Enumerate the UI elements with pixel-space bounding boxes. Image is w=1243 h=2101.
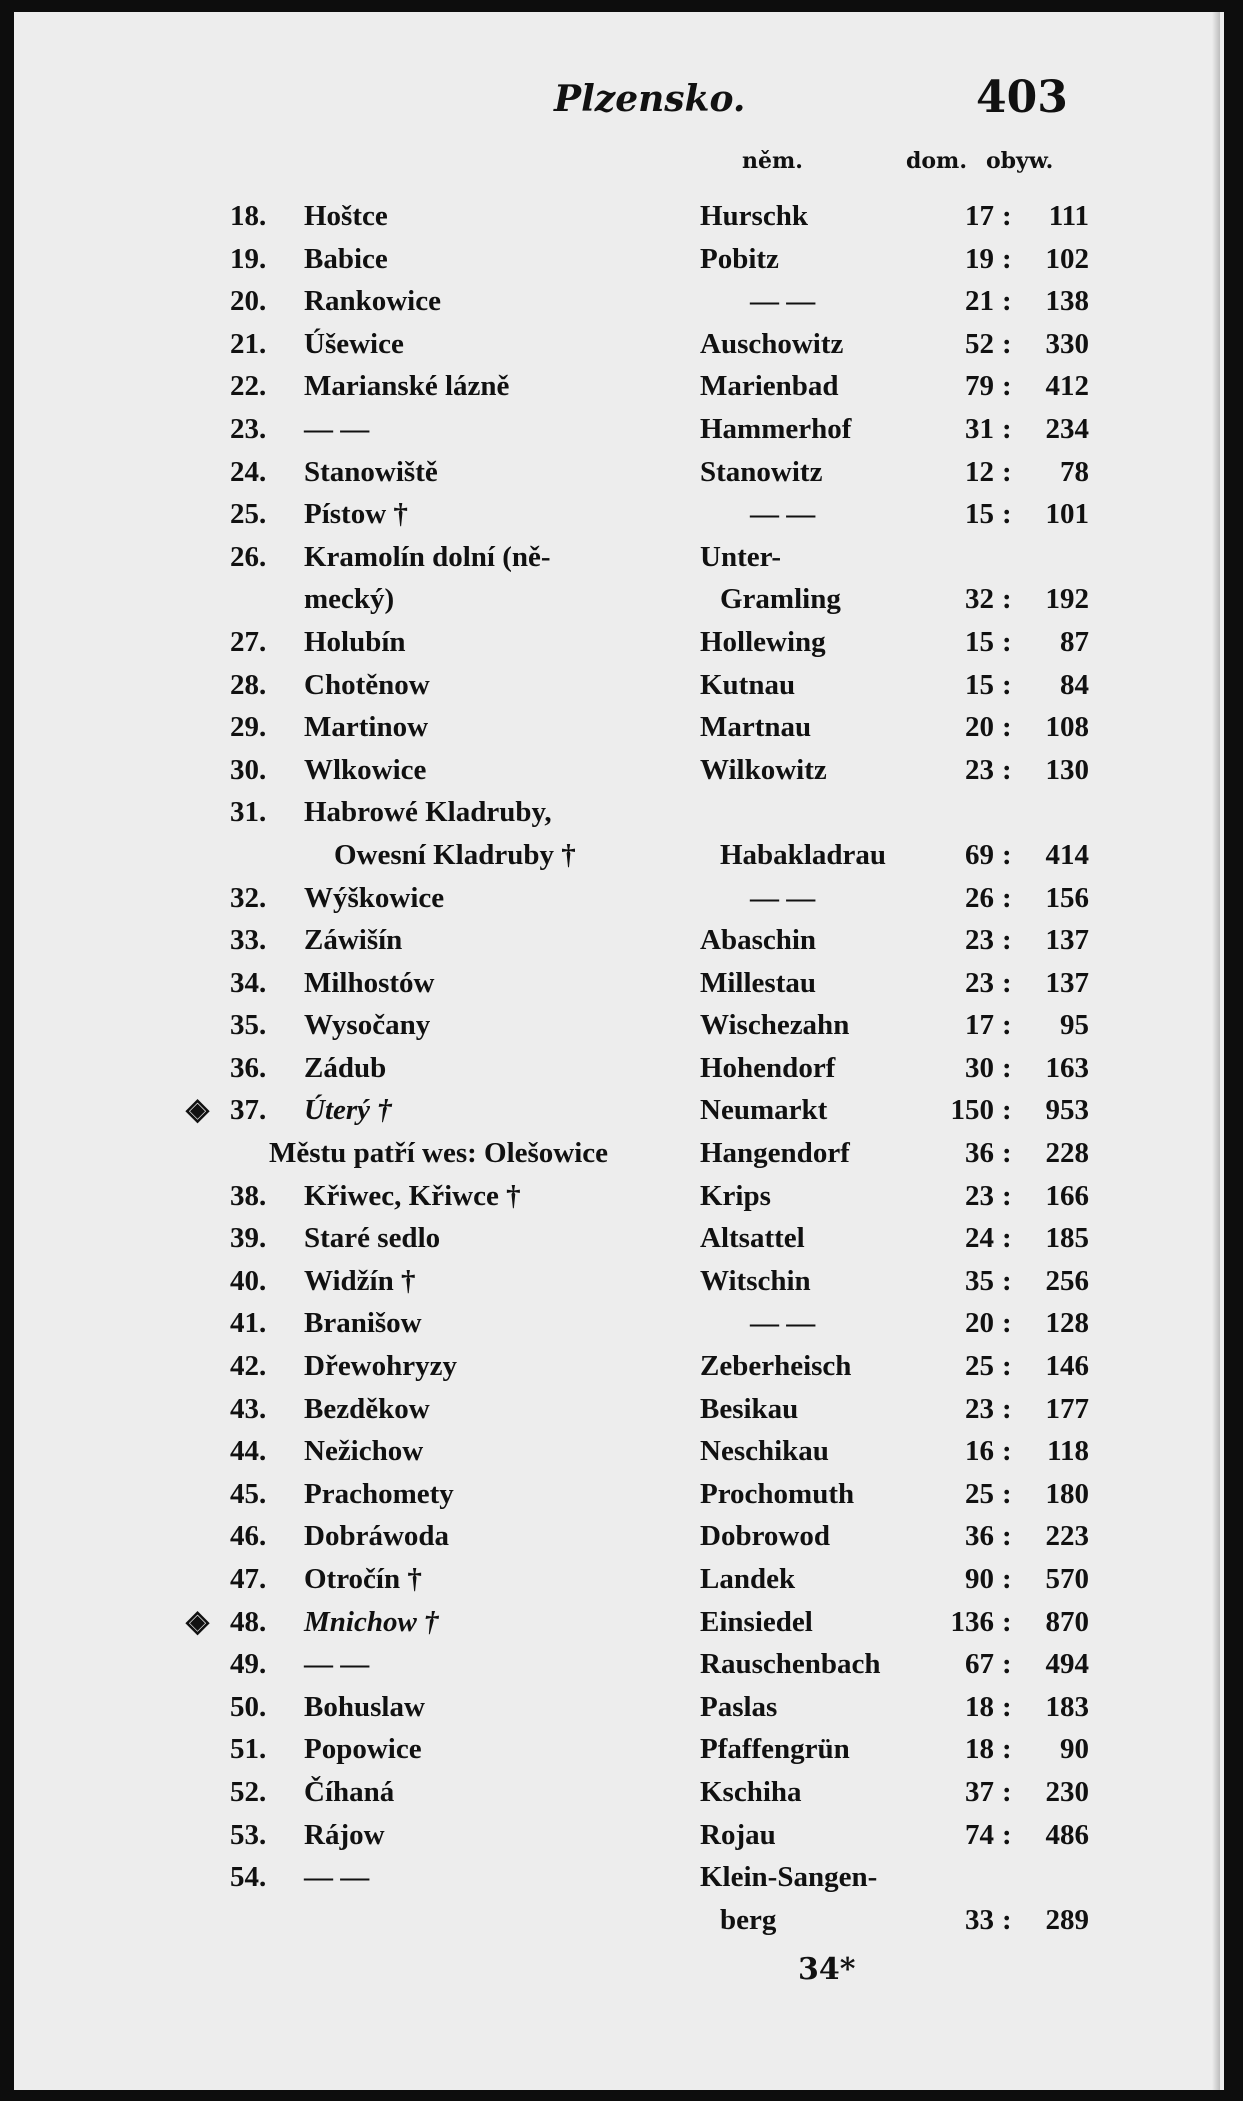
- population-count: 163: [1045, 1051, 1089, 1084]
- row-number: 18.: [230, 200, 267, 232]
- house-count: 37: [965, 1775, 994, 1808]
- czech-name-cont: Owesní Kladruby †: [334, 838, 576, 871]
- czech-name: Rájow: [304, 1818, 385, 1851]
- ratio-colon: :: [1002, 1605, 1012, 1638]
- german-name: Kschiha: [700, 1775, 802, 1808]
- german-name: Paslas: [700, 1690, 778, 1723]
- row-number: 44.: [230, 1435, 267, 1468]
- book-page: [14, 12, 1224, 2090]
- czech-name: Otročín †: [304, 1563, 422, 1595]
- german-name: Klein-Sangen-: [700, 1861, 878, 1894]
- german-name-cont: Habakladrau: [720, 838, 886, 871]
- row-number: 35.: [230, 1009, 267, 1042]
- row-number: 53.: [230, 1818, 267, 1851]
- population-count: 166: [1045, 1179, 1089, 1212]
- german-name: Altsattel: [700, 1222, 805, 1255]
- table-row: [14, 1814, 1224, 1857]
- ratio-colon: :: [1002, 285, 1012, 318]
- house-count: 20: [965, 1307, 994, 1340]
- table-row: [14, 791, 1224, 876]
- table-row: [14, 1175, 1224, 1218]
- row-number: 40.: [230, 1264, 267, 1297]
- german-name: Millestau: [700, 966, 816, 999]
- ratio-colon: :: [1002, 1690, 1012, 1723]
- population-count: 234: [1045, 412, 1089, 445]
- ratio-colon: :: [1002, 838, 1012, 871]
- house-count: 16: [965, 1435, 994, 1468]
- table-row: [14, 408, 1224, 451]
- row-number: 21.: [230, 327, 267, 360]
- house-count: 15: [965, 625, 994, 658]
- ratio-colon: :: [1002, 1264, 1012, 1297]
- row-number: 47.: [230, 1563, 267, 1595]
- german-name: Kutnau: [700, 668, 796, 701]
- german-name: Wischezahn: [700, 1009, 850, 1042]
- row-number: 36.: [230, 1051, 267, 1084]
- czech-name: Popowice: [304, 1733, 422, 1766]
- german-name: Dobrowod: [700, 1520, 830, 1553]
- czech-name: Staré sedlo: [304, 1222, 441, 1255]
- row-number: 45.: [230, 1477, 267, 1510]
- house-count: 79: [965, 370, 994, 403]
- page-header: [14, 70, 1224, 130]
- czech-name-cont: mecký): [304, 583, 395, 616]
- row-number: 31.: [230, 796, 267, 829]
- column-header-houses: dom.: [906, 148, 967, 174]
- population-count: 84: [1060, 668, 1089, 701]
- table-row: [14, 365, 1224, 408]
- house-count: 150: [950, 1094, 994, 1127]
- house-count: 23: [965, 924, 994, 957]
- population-count: 192: [1045, 583, 1089, 616]
- row-number: 41.: [230, 1307, 267, 1340]
- czech-name: Wýškowice: [304, 881, 445, 914]
- house-count: 33: [965, 1903, 994, 1936]
- population-count: 183: [1045, 1690, 1089, 1723]
- row-number: 19.: [230, 242, 267, 275]
- population-count: 130: [1045, 753, 1089, 786]
- german-name: Neschikau: [700, 1435, 829, 1468]
- population-count: 95: [1060, 1009, 1089, 1042]
- ratio-colon: :: [1002, 1392, 1012, 1425]
- german-name: Witschin: [700, 1264, 811, 1297]
- population-count: 185: [1045, 1222, 1089, 1255]
- village-table: [14, 195, 1224, 1941]
- table-row: [14, 919, 1224, 962]
- page-number: 403: [976, 72, 1068, 123]
- table-row: [14, 280, 1224, 323]
- ratio-colon: :: [1002, 1818, 1012, 1851]
- german-name: Hollewing: [700, 625, 826, 658]
- german-name: — —: [750, 1307, 816, 1340]
- house-count: 23: [965, 1179, 994, 1212]
- row-number: 38.: [230, 1179, 267, 1212]
- population-count: 228: [1045, 1137, 1089, 1170]
- row-number: 43.: [230, 1392, 267, 1425]
- czech-name: Habrowé Kladruby,: [304, 796, 552, 829]
- ratio-colon: :: [1002, 200, 1012, 232]
- population-count: 146: [1045, 1350, 1089, 1383]
- czech-name: Číhaná: [304, 1775, 395, 1808]
- ratio-colon: :: [1002, 753, 1012, 786]
- czech-name: Pístow †: [304, 498, 408, 531]
- ratio-colon: :: [1002, 1563, 1012, 1595]
- ratio-colon: :: [1002, 1051, 1012, 1084]
- page-edge: [1212, 12, 1220, 2090]
- seal-mark-icon: ◈: [186, 1604, 210, 1638]
- german-name: — —: [750, 881, 816, 914]
- house-count: 25: [965, 1477, 994, 1510]
- czech-name: Marianské lázně: [304, 370, 510, 403]
- czech-name: — —: [304, 1861, 370, 1894]
- czech-name: — —: [304, 1648, 370, 1681]
- czech-name: Babice: [304, 242, 388, 275]
- population-count: 90: [1060, 1733, 1089, 1766]
- house-count: 32: [965, 583, 994, 616]
- house-count: 24: [965, 1222, 994, 1255]
- german-name: Krips: [700, 1179, 771, 1212]
- table-row: [14, 1217, 1224, 1260]
- row-number: 54.: [230, 1861, 267, 1894]
- czech-name: Úterý †: [304, 1094, 392, 1127]
- ratio-colon: :: [1002, 455, 1012, 488]
- german-name: Wilkowitz: [700, 753, 827, 786]
- table-row: [14, 1089, 1224, 1132]
- row-number: 25.: [230, 498, 267, 531]
- seal-mark-icon: ◈: [186, 1093, 210, 1127]
- row-number: 32.: [230, 881, 267, 914]
- house-count: 23: [965, 966, 994, 999]
- german-name: Hangendorf: [700, 1137, 850, 1170]
- population-count: 78: [1060, 455, 1089, 488]
- column-header-population: obyw.: [986, 148, 1054, 174]
- ratio-colon: :: [1002, 1222, 1012, 1255]
- ratio-colon: :: [1002, 1520, 1012, 1553]
- table-row: [14, 749, 1224, 792]
- table-row: [14, 536, 1224, 621]
- house-count: 23: [965, 1392, 994, 1425]
- czech-name: Záwišín: [304, 924, 403, 957]
- population-count: 870: [1045, 1605, 1089, 1638]
- house-count: 26: [965, 881, 994, 914]
- ratio-colon: :: [1002, 498, 1012, 531]
- row-number: 46.: [230, 1520, 267, 1553]
- czech-name: Branišow: [304, 1307, 422, 1340]
- row-number: 29.: [230, 711, 267, 744]
- german-name: Einsiedel: [700, 1605, 813, 1638]
- running-title: Plzensko.: [554, 78, 746, 120]
- house-count: 17: [965, 1009, 994, 1042]
- table-row: [14, 238, 1224, 281]
- population-count: 570: [1045, 1563, 1089, 1595]
- row-number: 42.: [230, 1350, 267, 1383]
- german-name: Neumarkt: [700, 1094, 828, 1127]
- table-row: [14, 1004, 1224, 1047]
- czech-name: Nežichow: [304, 1435, 424, 1468]
- house-count: 17: [965, 200, 994, 232]
- german-name: Zeberheisch: [700, 1350, 852, 1383]
- german-name: Besikau: [700, 1392, 799, 1425]
- german-name: Stanowitz: [700, 455, 823, 488]
- ratio-colon: :: [1002, 1094, 1012, 1127]
- czech-name: Stanowiště: [304, 455, 438, 488]
- table-row: [14, 1601, 1224, 1644]
- czech-name: Wysočany: [304, 1009, 431, 1042]
- czech-name: Bohuslaw: [304, 1690, 425, 1723]
- german-name: Marienbad: [700, 370, 839, 403]
- german-name: — —: [750, 498, 816, 531]
- house-count: 21: [965, 285, 994, 318]
- population-count: 230: [1045, 1775, 1089, 1808]
- german-name: Prochomuth: [700, 1477, 855, 1510]
- population-count: 118: [1047, 1435, 1089, 1468]
- house-count: 20: [965, 711, 994, 744]
- population-count: 330: [1045, 327, 1089, 360]
- table-row: [14, 1771, 1224, 1814]
- row-number: 23.: [230, 412, 267, 445]
- german-name: Rauschenbach: [700, 1648, 881, 1681]
- row-number: 20.: [230, 285, 267, 318]
- house-count: 35: [965, 1264, 994, 1297]
- german-name: Hurschk: [700, 200, 808, 232]
- czech-name: Hoštce: [304, 200, 388, 232]
- ratio-colon: :: [1002, 1648, 1012, 1681]
- table-row: [14, 493, 1224, 536]
- row-number: 52.: [230, 1775, 267, 1808]
- ratio-colon: :: [1002, 966, 1012, 999]
- population-count: 101: [1045, 498, 1089, 531]
- ratio-colon: :: [1002, 583, 1012, 616]
- signature-mark: 34*: [798, 1952, 856, 1987]
- german-name-cont: Gramling: [720, 583, 841, 616]
- table-row: [14, 1856, 1224, 1941]
- table-row: [14, 1388, 1224, 1431]
- house-count: 90: [965, 1563, 994, 1595]
- house-count: 18: [965, 1690, 994, 1723]
- table-row: [14, 451, 1224, 494]
- table-row: [14, 1345, 1224, 1388]
- czech-name: Dobráwoda: [304, 1520, 450, 1553]
- row-number: 24.: [230, 455, 267, 488]
- house-count: 23: [965, 753, 994, 786]
- czech-name: Mnichow †: [304, 1605, 439, 1638]
- czech-name: Bezděkow: [304, 1392, 430, 1425]
- house-count: 67: [965, 1648, 994, 1681]
- row-number: 26.: [230, 540, 267, 573]
- house-count: 19: [965, 242, 994, 275]
- row-number: 50.: [230, 1690, 267, 1723]
- population-count: 486: [1045, 1818, 1089, 1851]
- row-number: 22.: [230, 370, 267, 403]
- czech-name: Milhostów: [304, 966, 435, 999]
- table-row: [14, 1260, 1224, 1303]
- czech-name: Chotěnow: [304, 668, 430, 701]
- population-count: 87: [1060, 625, 1089, 658]
- german-name: — —: [750, 285, 816, 318]
- population-count: 137: [1045, 966, 1089, 999]
- row-number: 51.: [230, 1733, 267, 1766]
- table-row: [14, 706, 1224, 749]
- population-count: 289: [1045, 1903, 1089, 1936]
- ratio-colon: :: [1002, 1775, 1012, 1808]
- row-number: 27.: [230, 625, 267, 658]
- house-count: 12: [965, 455, 994, 488]
- row-number: 34.: [230, 966, 267, 999]
- german-name: Auschowitz: [700, 327, 844, 360]
- ratio-colon: :: [1002, 1307, 1012, 1340]
- population-count: 494: [1045, 1648, 1089, 1681]
- row-number: 28.: [230, 668, 267, 701]
- population-count: 256: [1045, 1264, 1089, 1297]
- population-count: 137: [1045, 924, 1089, 957]
- house-count: 36: [965, 1520, 994, 1553]
- czech-name: Holubín: [304, 625, 406, 658]
- table-row: [14, 1473, 1224, 1516]
- house-count: 36: [965, 1137, 994, 1170]
- czech-name: Křiwec, Křiwce †: [304, 1179, 521, 1212]
- czech-name: Dřewohryzy: [304, 1350, 458, 1383]
- czech-name: Kramolín dolní (ně-: [304, 540, 551, 573]
- column-headers: [14, 148, 1224, 178]
- row-note: Městu patří wes: Olešowice: [269, 1137, 609, 1170]
- population-count: 414: [1045, 838, 1089, 871]
- czech-name: — —: [304, 412, 370, 445]
- czech-name: Rankowice: [304, 285, 441, 318]
- row-number: 30.: [230, 753, 267, 786]
- table-row: [14, 1558, 1224, 1601]
- german-name: Landek: [700, 1563, 796, 1595]
- german-name-cont: berg: [720, 1903, 777, 1936]
- table-row: [14, 1430, 1224, 1473]
- population-count: 223: [1045, 1520, 1089, 1553]
- house-count: 52: [965, 327, 994, 360]
- population-count: 102: [1045, 242, 1089, 275]
- czech-name: Zádub: [304, 1051, 387, 1084]
- row-number: 49.: [230, 1648, 267, 1681]
- table-row: [14, 962, 1224, 1005]
- ratio-colon: :: [1002, 1350, 1012, 1383]
- table-row: [14, 664, 1224, 707]
- german-name: Rojau: [700, 1818, 776, 1851]
- ratio-colon: :: [1002, 412, 1012, 445]
- ratio-colon: :: [1002, 1179, 1012, 1212]
- house-count: 31: [965, 412, 994, 445]
- ratio-colon: :: [1002, 370, 1012, 403]
- czech-name: Martinow: [304, 711, 429, 744]
- row-number: 39.: [230, 1222, 267, 1255]
- ratio-colon: :: [1002, 1009, 1012, 1042]
- population-count: 412: [1045, 370, 1089, 403]
- ratio-colon: :: [1002, 668, 1012, 701]
- population-count: 111: [1048, 200, 1089, 232]
- ratio-colon: :: [1002, 1137, 1012, 1170]
- population-count: 180: [1045, 1477, 1089, 1510]
- german-name: Unter-: [700, 540, 782, 573]
- ratio-colon: :: [1002, 327, 1012, 360]
- house-count: 15: [965, 498, 994, 531]
- ratio-colon: :: [1002, 1733, 1012, 1766]
- ratio-colon: :: [1002, 924, 1012, 957]
- house-count: 69: [965, 838, 994, 871]
- table-row: [14, 877, 1224, 920]
- house-count: 15: [965, 668, 994, 701]
- table-row: [14, 1643, 1224, 1686]
- ratio-colon: :: [1002, 711, 1012, 744]
- table-row: [14, 195, 1224, 238]
- house-count: 74: [965, 1818, 994, 1851]
- population-count: 108: [1045, 711, 1089, 744]
- ratio-colon: :: [1002, 1477, 1012, 1510]
- table-row: [14, 323, 1224, 366]
- table-row: [14, 1515, 1224, 1558]
- row-number: 48.: [230, 1605, 267, 1638]
- czech-name: Prachomety: [304, 1477, 454, 1510]
- population-count: 128: [1045, 1307, 1089, 1340]
- german-name: Hammerhof: [700, 412, 852, 445]
- table-row: [14, 1686, 1224, 1729]
- german-name: Pobitz: [700, 242, 779, 275]
- german-name: Hohendorf: [700, 1051, 836, 1084]
- ratio-colon: :: [1002, 1903, 1012, 1936]
- table-row: [14, 1047, 1224, 1090]
- population-count: 138: [1045, 285, 1089, 318]
- house-count: 136: [950, 1605, 994, 1638]
- row-number: 33.: [230, 924, 267, 957]
- czech-name: Wlkowice: [304, 753, 427, 786]
- house-count: 30: [965, 1051, 994, 1084]
- ratio-colon: :: [1002, 881, 1012, 914]
- ratio-colon: :: [1002, 242, 1012, 275]
- table-row: [14, 1728, 1224, 1771]
- table-row: [14, 1302, 1224, 1345]
- german-name: Martnau: [700, 711, 812, 744]
- population-count: 156: [1045, 881, 1089, 914]
- house-count: 18: [965, 1733, 994, 1766]
- german-name: Pfaffengrün: [700, 1733, 850, 1766]
- population-count: 177: [1045, 1392, 1089, 1425]
- ratio-colon: :: [1002, 1435, 1012, 1468]
- german-name: Abaschin: [700, 924, 817, 957]
- house-count: 25: [965, 1350, 994, 1383]
- population-count: 953: [1045, 1094, 1089, 1127]
- table-row: [14, 621, 1224, 664]
- czech-name: Widžín †: [304, 1264, 416, 1297]
- table-row: [14, 1132, 1224, 1175]
- column-header-german: něm.: [742, 148, 803, 174]
- czech-name: Úšewice: [304, 327, 404, 360]
- row-number: 37.: [230, 1094, 267, 1127]
- ratio-colon: :: [1002, 625, 1012, 658]
